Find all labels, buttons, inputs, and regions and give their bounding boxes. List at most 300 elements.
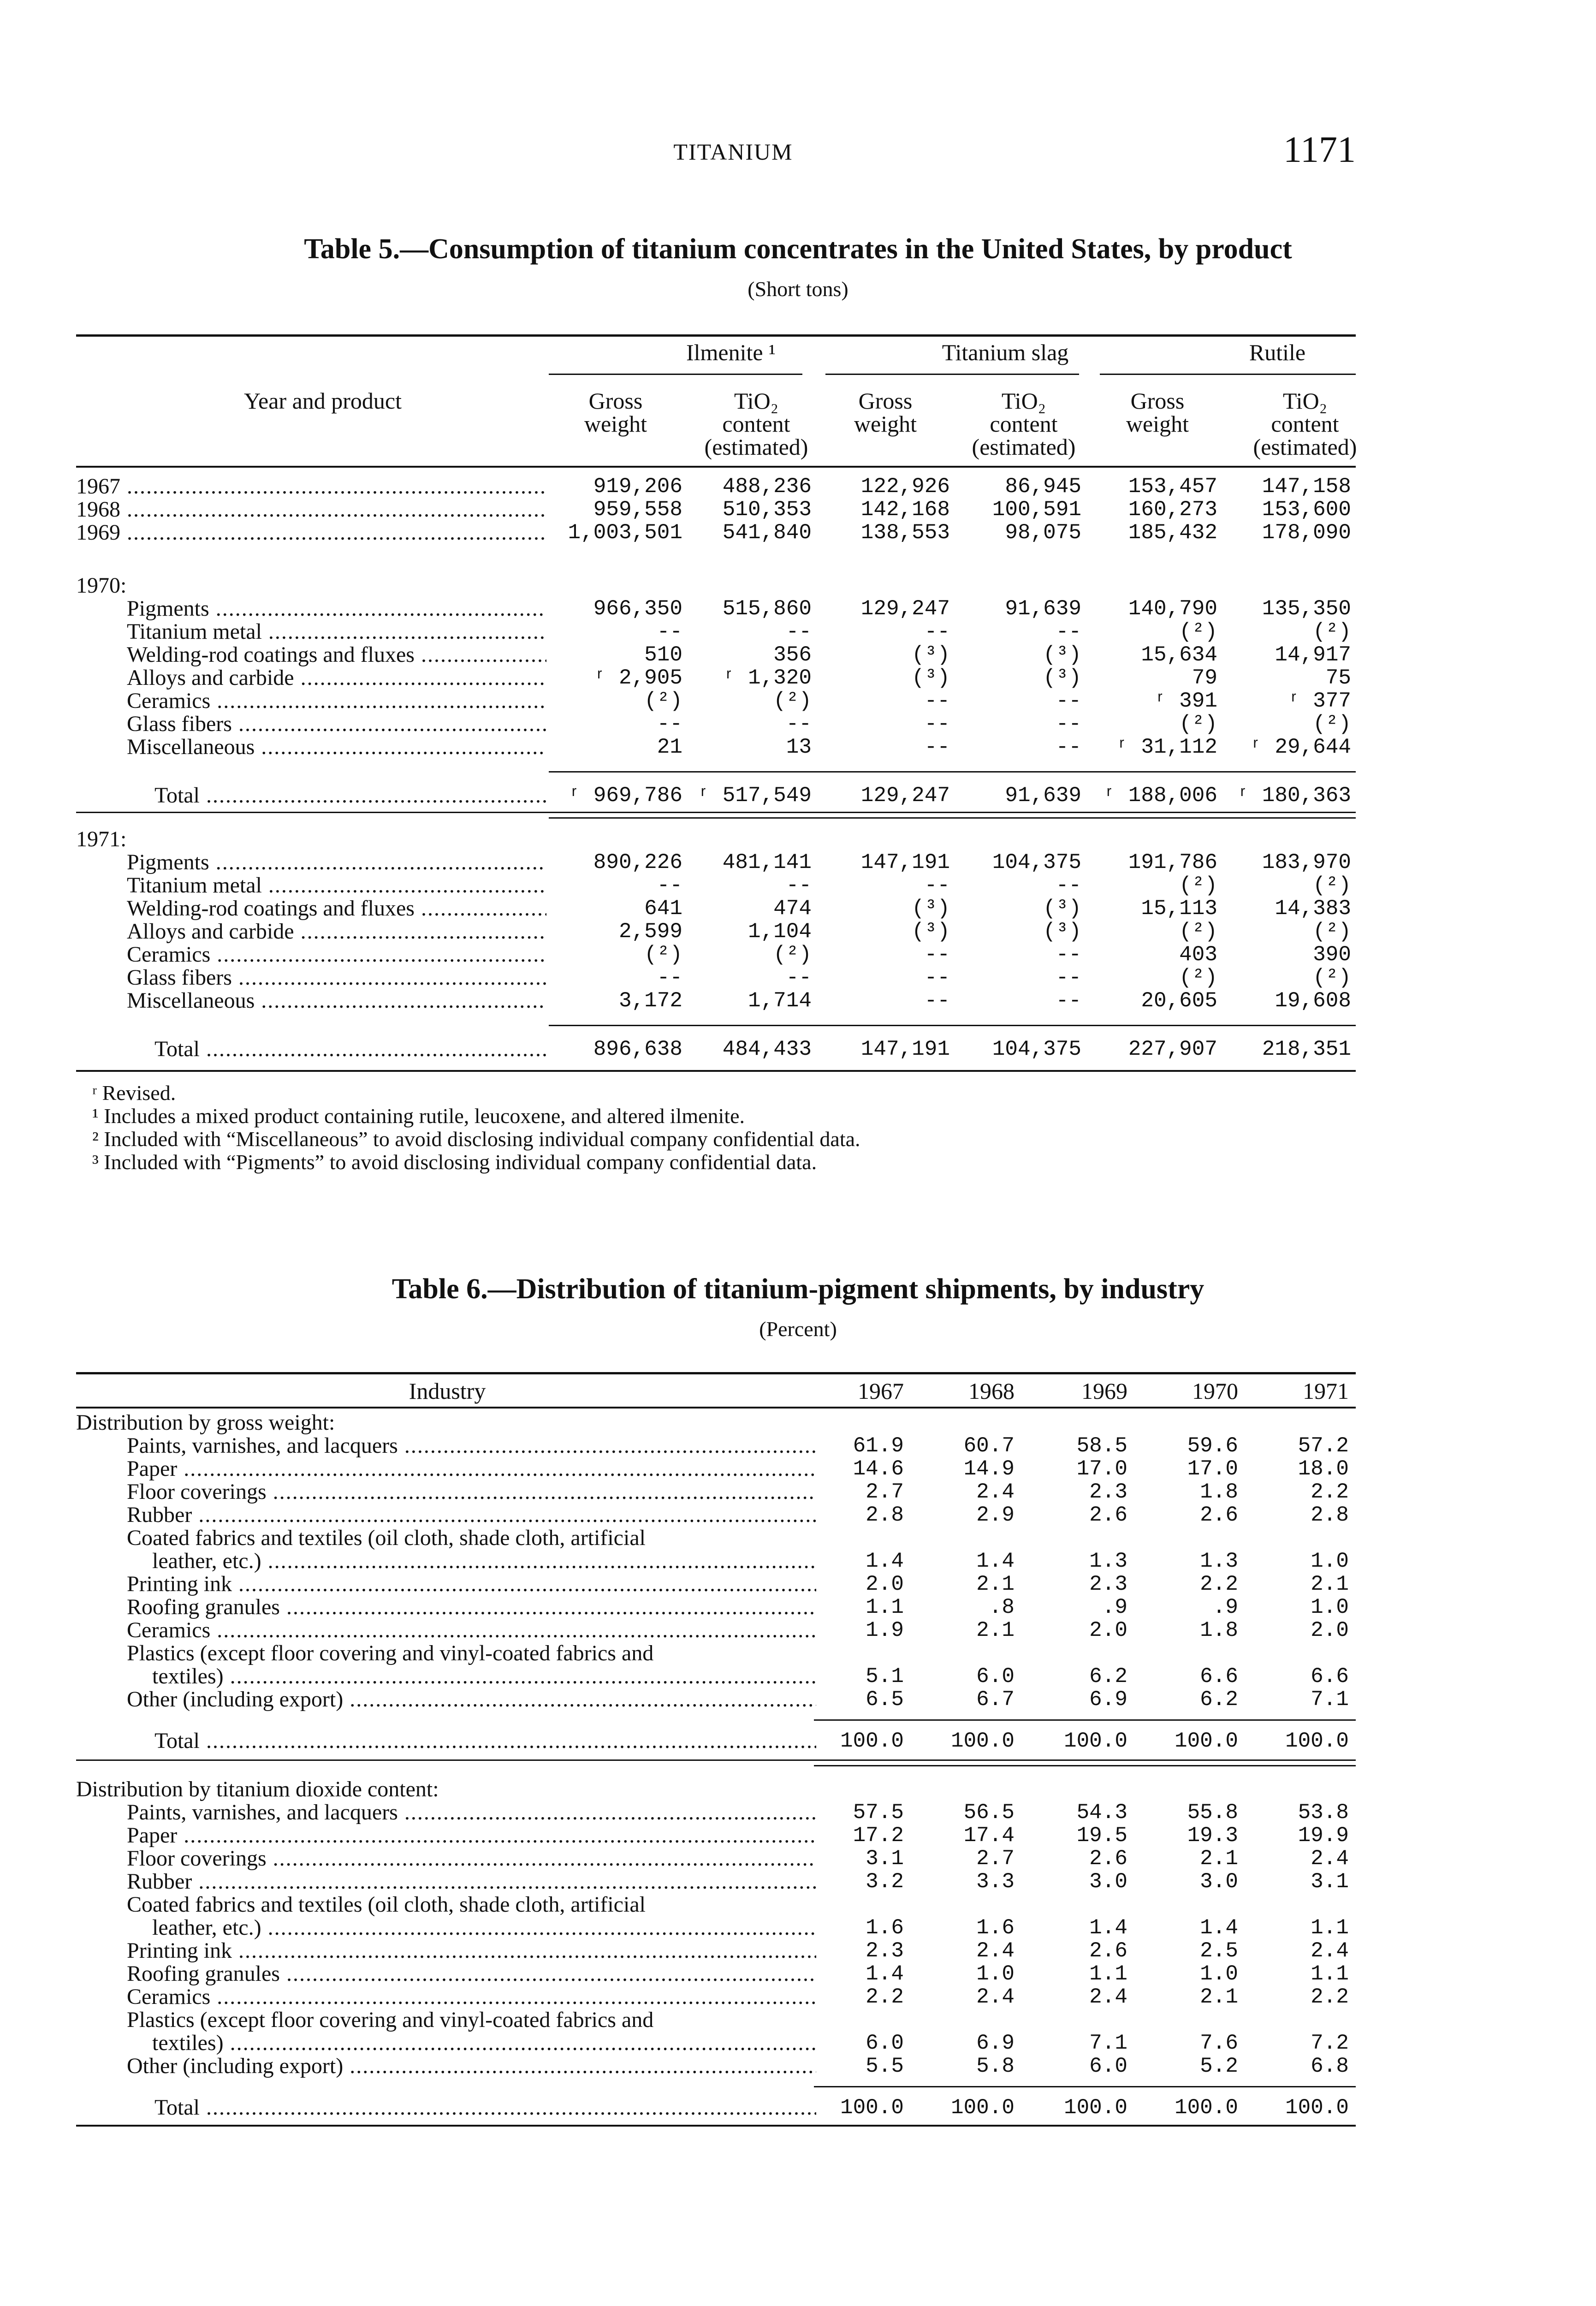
table5-cell: 147,191 <box>860 850 950 874</box>
table6-cell: 2.1 <box>976 1572 1015 1596</box>
table5-cell: ʳ 517,549 <box>697 784 812 808</box>
table5-cell: -- <box>924 966 950 990</box>
table6-cell: 2.6 <box>1089 1847 1127 1871</box>
table5-col-header: (estimated) <box>972 434 1076 460</box>
table6-cell: .8 <box>989 1595 1015 1619</box>
table6-cell: 2.5 <box>1200 1939 1238 1963</box>
table5-cell: 356 <box>773 643 812 667</box>
table5-cell: 2,599 <box>618 920 682 944</box>
table5-cell: -- <box>1056 620 1081 644</box>
table5-cell: ʳ 29,644 <box>1249 735 1351 759</box>
table5-cell: 129,247 <box>860 597 950 621</box>
table6-cell: 2.1 <box>1311 1572 1349 1596</box>
table6-cell: 1.4 <box>1089 1916 1127 1940</box>
table6-cell: 2.0 <box>866 1572 904 1596</box>
running-title: TITANIUM <box>673 139 793 165</box>
table6-row-label: Paints, varnishes, and lacquers ..... <box>127 1434 816 1457</box>
table5-cell: -- <box>786 620 812 644</box>
table6-cell: 2.4 <box>976 1480 1015 1504</box>
table5-cell: -- <box>1056 689 1081 713</box>
table6-cell: 2.0 <box>1311 1618 1349 1642</box>
table5-cell: -- <box>1056 712 1081 736</box>
table6-section-heading: Distribution by titanium dioxide content: <box>76 1778 439 1801</box>
table6-cell: 2.4 <box>976 1985 1015 2009</box>
table5-total-label: Total ..... <box>154 1038 546 1061</box>
table6-cell: 54.3 <box>1076 1801 1127 1825</box>
table5-cell: (³) <box>1043 897 1081 921</box>
table5-cell: 484,433 <box>722 1037 812 1061</box>
table5-cell: 91,639 <box>1005 784 1081 808</box>
table6-cell: 17.4 <box>963 1824 1015 1848</box>
table5-col-header: weight <box>1126 411 1189 437</box>
table6-row-label: Ceramics ..... <box>127 1985 816 2009</box>
table5-footnote: ³ Included with “Pigments” to avoid disclosing individual company confidential data. <box>92 1150 817 1174</box>
table6-cell: 14.9 <box>963 1457 1015 1481</box>
table6-stub-header: Industry <box>409 1378 486 1404</box>
table5-product-label: Glass fibers ..... <box>127 966 546 989</box>
table6-cell: 2.8 <box>866 1503 904 1527</box>
table6-cell: 2.6 <box>1089 1939 1127 1963</box>
table6-cell: 1.0 <box>1200 1962 1238 1986</box>
table6-cell: 1.0 <box>1311 1595 1349 1619</box>
table5-col-header: weight <box>854 411 917 437</box>
table6-cell: 6.0 <box>866 2031 904 2055</box>
table5-cell: 218,351 <box>1262 1037 1351 1061</box>
table6-cell: 100.0 <box>840 1729 904 1753</box>
table6-year-header: 1967 <box>858 1378 904 1404</box>
table5-cell: 100,591 <box>992 498 1081 522</box>
table6-cell: 2.6 <box>1089 1503 1127 1527</box>
table6-cell: 3.2 <box>866 1870 904 1894</box>
table5-product-label: Ceramics ..... <box>127 943 546 966</box>
table6-cell: 7.1 <box>1089 2031 1127 2055</box>
table5-cell: 959,558 <box>593 498 682 522</box>
table5-footnote: ʳ Revised. <box>92 1081 176 1105</box>
table5-unit: (Short tons) <box>748 277 848 301</box>
table5-cell: (³) <box>912 920 950 944</box>
table5-col-header: (estimated) <box>1253 434 1357 460</box>
table6-cell: 2.3 <box>1089 1572 1127 1596</box>
table5-section-rule <box>76 812 1356 813</box>
table6-cell: 100.0 <box>950 2096 1015 2120</box>
table6-cell: 6.8 <box>1311 2054 1349 2078</box>
table6-row-label: leather, etc.) ..... <box>152 1550 816 1573</box>
table5-cell: (³) <box>912 643 950 667</box>
table5-group-header: Titanium slag <box>942 339 1069 365</box>
table6-cell: 17.2 <box>853 1824 904 1848</box>
table6-cell: 6.6 <box>1200 1664 1238 1688</box>
table5-footnote: ² Included with “Miscellaneous” to avoid disclosing individual company confidential data. <box>92 1127 860 1151</box>
table6-cell: 59.6 <box>1187 1434 1238 1458</box>
table5-cell: 20,605 <box>1141 989 1217 1013</box>
table5-cell: 129,247 <box>860 784 950 808</box>
table5-total-label: Total ..... <box>154 784 546 807</box>
table6-row-label: Ceramics ..... <box>127 1619 816 1642</box>
table6-cell: 2.4 <box>1089 1985 1127 2009</box>
table6-row-label: textiles) ..... <box>152 1665 816 1688</box>
table6-cell: 60.7 <box>963 1434 1015 1458</box>
table5-col-header: weight <box>584 411 647 437</box>
table6-cell: 1.4 <box>1200 1916 1238 1940</box>
table6-total-label: Total ..... <box>154 2096 816 2119</box>
table5-cell: -- <box>924 735 950 759</box>
table5-cell: 515,860 <box>722 597 812 621</box>
table5-cell: 541,840 <box>722 521 812 545</box>
table6-cell: 1.0 <box>976 1962 1015 1986</box>
table6-cell: 1.4 <box>866 1549 904 1573</box>
table6-cell: 53.8 <box>1298 1801 1349 1825</box>
table6-cell: 1.3 <box>1200 1549 1238 1573</box>
table6-row-label: Roofing granules ..... <box>127 1962 816 1985</box>
table6-cell: .9 <box>1102 1595 1127 1619</box>
table6-cell: 17.0 <box>1187 1457 1238 1481</box>
table5-cell: 98,075 <box>1005 521 1081 545</box>
table6-cell: 1.3 <box>1089 1549 1127 1573</box>
table6-cell: 1.6 <box>866 1916 904 1940</box>
table5-footnote: ¹ Includes a mixed product containing rutile, leucoxene, and altered ilmenite. <box>92 1104 745 1128</box>
table6-header-rule <box>76 1407 1356 1409</box>
table5-cell: (³) <box>1043 666 1081 690</box>
table6-cell: 2.1 <box>1200 1985 1238 2009</box>
table6-cell: 17.0 <box>1076 1457 1127 1481</box>
table5-cell: 142,168 <box>860 498 950 522</box>
table5-cell: 104,375 <box>992 1037 1081 1061</box>
table6-cell: 2.4 <box>1311 1847 1349 1871</box>
table6-cell: 3.0 <box>1089 1870 1127 1894</box>
page-number: 1171 <box>1283 130 1356 170</box>
table5-cell: (²) <box>773 943 812 967</box>
table5-total-rule <box>549 771 1356 773</box>
table5-cell: 15,113 <box>1141 897 1217 921</box>
table5-cell: 919,206 <box>593 475 682 499</box>
table6-cell: 100.0 <box>950 1729 1015 1753</box>
table6-cell: 55.8 <box>1187 1801 1238 1825</box>
table6-cell: 100.0 <box>1285 1729 1349 1753</box>
table5-header-rule <box>76 466 1356 468</box>
table6-row-label: Rubber ..... <box>127 1504 816 1527</box>
table6-row-label-line1: Plastics (except floor covering and vinyl-coated fabrics and <box>127 1642 654 1665</box>
table5-cell: (³) <box>912 897 950 921</box>
table6-top-rule <box>76 1372 1356 1374</box>
table5-cell: 896,638 <box>593 1037 682 1061</box>
table5-cell: 390 <box>1313 943 1351 967</box>
table5-cell: 481,141 <box>722 850 812 874</box>
table5-group-rule <box>825 374 1079 375</box>
table5-cell: -- <box>786 712 812 736</box>
table5-cell: 14,917 <box>1275 643 1351 667</box>
table5-cell: 91,639 <box>1005 597 1081 621</box>
table5-cell: -- <box>924 989 950 1013</box>
table5-cell: 14,383 <box>1275 897 1351 921</box>
table5-col-header: Gross <box>1130 388 1185 414</box>
table5-product-label: Pigments ..... <box>127 851 546 874</box>
table6-cell: 1.1 <box>1311 1962 1349 1986</box>
table5-col-header: Gross <box>588 388 643 414</box>
table6-cell: 100.0 <box>1063 1729 1127 1753</box>
table6-cell: 58.5 <box>1076 1434 1127 1458</box>
table6-cell: 6.6 <box>1311 1664 1349 1688</box>
table5-col-header: content <box>1271 411 1339 437</box>
table5-cell: (²) <box>1313 874 1351 897</box>
table5-cell: (²) <box>1179 920 1217 944</box>
table5-cell: 191,786 <box>1128 850 1217 874</box>
table6-cell: 2.3 <box>866 1939 904 1963</box>
table6-cell: 2.4 <box>976 1939 1015 1963</box>
table5-cell: 510,353 <box>722 498 812 522</box>
table6-cell: 1.0 <box>1311 1549 1349 1573</box>
table5-cell: ʳ 1,320 <box>722 666 812 690</box>
table5-cell: 1,714 <box>748 989 812 1013</box>
table6-cell: 2.3 <box>1089 1480 1127 1504</box>
table5-group-header: Rutile <box>1249 339 1306 365</box>
table5-cell: -- <box>1056 874 1081 897</box>
table6-year-header: 1971 <box>1303 1378 1349 1404</box>
table5-title: Table 5.—Consumption of titanium concentrates in the United States, by product <box>304 233 1292 265</box>
table5-cell: 153,600 <box>1262 498 1351 522</box>
table5-cell: 488,236 <box>722 475 812 499</box>
table6-section-rule <box>76 1759 1356 1761</box>
table6-row-label: Roofing granules ..... <box>127 1596 816 1619</box>
table6-cell: 6.5 <box>866 1688 904 1712</box>
table5-cell: -- <box>924 620 950 644</box>
table5-product-label: Titanium metal ..... <box>127 620 546 643</box>
table6-cell: 6.0 <box>1089 2054 1127 2078</box>
table5-cell: ʳ 377 <box>1287 689 1351 713</box>
table6-section-heading: Distribution by gross weight: <box>76 1411 335 1434</box>
table6-year-header: 1968 <box>968 1378 1015 1404</box>
table5-cell: 15,634 <box>1141 643 1217 667</box>
table6-cell: 1.1 <box>866 1595 904 1619</box>
table6-cell: 14.6 <box>853 1457 904 1481</box>
table5-product-label: Miscellaneous ..... <box>127 736 546 759</box>
table5-cell: ʳ 188,006 <box>1103 784 1217 808</box>
table6-cell: 2.2 <box>1200 1572 1238 1596</box>
table5-cell: (²) <box>773 689 812 713</box>
table5-cell: -- <box>657 712 682 736</box>
table5-col-header: (estimated) <box>704 434 808 460</box>
table6-cell: 2.1 <box>976 1618 1015 1642</box>
table5-product-label: Titanium metal ..... <box>127 874 546 897</box>
table5-cell: ʳ 180,363 <box>1236 784 1351 808</box>
table5-cell: 75 <box>1325 666 1351 690</box>
table6-cell: 2.7 <box>866 1480 904 1504</box>
table6-cell: 1.1 <box>1311 1916 1349 1940</box>
table6-cell: 7.1 <box>1311 1688 1349 1712</box>
table5-group-header: Ilmenite ¹ <box>686 339 776 365</box>
table5-cell: -- <box>657 966 682 990</box>
table6-cell: 100.0 <box>1285 2096 1349 2120</box>
table6-row-label: Floor coverings ..... <box>127 1480 816 1504</box>
table5-cell: 966,350 <box>593 597 682 621</box>
table6-row-label: Printing ink ..... <box>127 1939 816 1962</box>
table5-col-header: content <box>722 411 790 437</box>
table5-cell: 86,945 <box>1005 475 1081 499</box>
table6-cell: 2.4 <box>1311 1939 1349 1963</box>
table5-cell: -- <box>786 966 812 990</box>
table5-col-header: TiO₂ <box>1001 388 1046 414</box>
table6-cell: 2.7 <box>976 1847 1015 1871</box>
table5-cell: (²) <box>1179 620 1217 644</box>
table5-cell: -- <box>657 620 682 644</box>
table5-cell: 403 <box>1179 943 1217 967</box>
table5-product-label: Glass fibers ..... <box>127 713 546 736</box>
table6-year-header: 1970 <box>1192 1378 1238 1404</box>
table6-total-rule <box>814 1719 1356 1721</box>
table6-cell: 1.9 <box>866 1618 904 1642</box>
table5-cell: -- <box>657 874 682 897</box>
table6-cell: 18.0 <box>1298 1457 1349 1481</box>
table5-cell: 178,090 <box>1262 521 1351 545</box>
table5-cell: (³) <box>1043 920 1081 944</box>
table6-cell: 2.8 <box>1311 1503 1349 1527</box>
table6-cell: 19.5 <box>1076 1824 1127 1848</box>
table6-cell: 2.0 <box>1089 1618 1127 1642</box>
table5-cell: 183,970 <box>1262 850 1351 874</box>
table5-cell: 21 <box>657 735 682 759</box>
table6-row-label: Paints, varnishes, and lacquers ..... <box>127 1801 816 1824</box>
table6-cell: 1.1 <box>1089 1962 1127 1986</box>
table5-total-rule <box>549 1025 1356 1026</box>
table5-cell: 138,553 <box>860 521 950 545</box>
table5-cell: (³) <box>912 666 950 690</box>
table5-cell: 3,172 <box>618 989 682 1013</box>
table5-bottom-rule <box>76 1070 1356 1072</box>
table5-group-rule <box>1100 374 1356 375</box>
table5-year-label: 1969 ..... <box>76 521 546 544</box>
table5-cell: -- <box>1056 966 1081 990</box>
table5-cell: -- <box>786 874 812 897</box>
table6-row-label: leather, etc.) ..... <box>152 1916 816 1939</box>
table5-cell: 79 <box>1192 666 1217 690</box>
table6-row-label: textiles) ..... <box>152 2032 816 2055</box>
table5-product-label: Welding-rod coatings and fluxes ..... <box>127 897 546 920</box>
table6-cell: 6.7 <box>976 1688 1015 1712</box>
table5-cell: (²) <box>1313 920 1351 944</box>
table5-cell: -- <box>924 689 950 713</box>
table6-year-header: 1969 <box>1081 1378 1127 1404</box>
table5-cell: 147,158 <box>1262 475 1351 499</box>
table5-col-header: Gross <box>858 388 913 414</box>
table5-cell: 122,926 <box>860 475 950 499</box>
table5-cell: ʳ 31,112 <box>1115 735 1217 759</box>
table6-title: Table 6.—Distribution of titanium-pigment shipments, by industry <box>392 1273 1204 1305</box>
table6-cell: 100.0 <box>840 2096 904 2120</box>
table6-cell: 61.9 <box>853 1434 904 1458</box>
table5-cell: ʳ 391 <box>1153 689 1217 713</box>
table5-stub-header: Year and product <box>243 388 402 414</box>
table6-cell: 6.0 <box>976 1664 1015 1688</box>
table5-group-rule <box>549 374 802 375</box>
table6-cell: 7.2 <box>1311 2031 1349 2055</box>
table6-cell: 5.1 <box>866 1664 904 1688</box>
table6-cell: 3.1 <box>866 1847 904 1871</box>
table5-year-label: 1967 ..... <box>76 475 546 498</box>
table5-cell: 641 <box>644 897 682 921</box>
table5-cell: 160,273 <box>1128 498 1217 522</box>
table5-product-label: Ceramics ..... <box>127 689 546 713</box>
table6-cell: 2.1 <box>1200 1847 1238 1871</box>
table6-row-label-line1: Coated fabrics and textiles (oil cloth, shade cloth, artificial <box>127 1893 646 1916</box>
table5-cell: 147,191 <box>860 1037 950 1061</box>
table5-cell: 510 <box>644 643 682 667</box>
table6-cell: 1.8 <box>1200 1480 1238 1504</box>
table6-section-rule <box>814 1765 1356 1766</box>
table5-cell: (²) <box>644 943 682 967</box>
table5-cell: (²) <box>1313 712 1351 736</box>
table6-row-label-line1: Plastics (except floor covering and vinyl-coated fabrics and <box>127 2009 654 2032</box>
table5-cell: (²) <box>1179 712 1217 736</box>
table5-cell: 890,226 <box>593 850 682 874</box>
table5-cell: 153,457 <box>1128 475 1217 499</box>
table5-section-label: 1970: <box>76 574 127 597</box>
table6-cell: 2.2 <box>1311 1985 1349 2009</box>
table5-product-label: Pigments ..... <box>127 597 546 620</box>
table6-cell: 100.0 <box>1063 2096 1127 2120</box>
table5-product-label: Welding-rod coatings and fluxes ..... <box>127 643 546 666</box>
table6-cell: 2.2 <box>866 1985 904 2009</box>
table6-unit: (Percent) <box>759 1317 837 1341</box>
table5-year-label: 1968 ..... <box>76 498 546 521</box>
table5-col-header: TiO₂ <box>734 388 779 414</box>
table5-product-label: Alloys and carbide ..... <box>127 920 546 943</box>
table5-cell: 1,003,501 <box>568 521 682 545</box>
table5-cell: 185,432 <box>1128 521 1217 545</box>
table6-cell: 6.2 <box>1200 1688 1238 1712</box>
table5-top-rule <box>76 334 1356 337</box>
table6-row-label: Paper ..... <box>127 1457 816 1480</box>
table6-cell: 6.2 <box>1089 1664 1127 1688</box>
table5-cell: 13 <box>786 735 812 759</box>
table5-cell: 227,907 <box>1128 1037 1217 1061</box>
table6-cell: 5.2 <box>1200 2054 1238 2078</box>
table5-cell: 474 <box>773 897 812 921</box>
table6-cell: 5.8 <box>976 2054 1015 2078</box>
table5-cell: -- <box>924 943 950 967</box>
table5-cell: -- <box>1056 943 1081 967</box>
table5-cell: (²) <box>1179 874 1217 897</box>
table5-section-rule <box>549 817 1356 819</box>
table5-section-label: 1971: <box>76 828 127 851</box>
table6-total-rule <box>814 2086 1356 2087</box>
table6-cell: 56.5 <box>963 1801 1015 1825</box>
table5-cell: 104,375 <box>992 850 1081 874</box>
table5-col-header: content <box>990 411 1058 437</box>
table5-cell: (²) <box>1179 966 1217 990</box>
table5-cell: 1,104 <box>748 920 812 944</box>
table5-product-label: Miscellaneous ..... <box>127 989 546 1012</box>
table6-cell: 19.3 <box>1187 1824 1238 1848</box>
table6-cell: 1.4 <box>866 1962 904 1986</box>
table6-row-label: Paper ..... <box>127 1824 816 1847</box>
table6-cell: 2.2 <box>1311 1480 1349 1504</box>
table5-cell: -- <box>1056 735 1081 759</box>
table5-cell: (²) <box>644 689 682 713</box>
table5-cell: -- <box>924 874 950 897</box>
table6-cell: 57.5 <box>853 1801 904 1825</box>
table6-cell: 19.9 <box>1298 1824 1349 1848</box>
table5-cell: -- <box>1056 989 1081 1013</box>
table6-cell: 3.1 <box>1311 1870 1349 1894</box>
table6-cell: 57.2 <box>1298 1434 1349 1458</box>
table5-cell: -- <box>924 712 950 736</box>
table6-cell: 5.5 <box>866 2054 904 2078</box>
table5-cell: (³) <box>1043 643 1081 667</box>
table6-cell: 3.3 <box>976 1870 1015 1894</box>
table6-cell: 1.4 <box>976 1549 1015 1573</box>
table6-bottom-rule <box>76 2125 1356 2127</box>
table6-row-label: Floor coverings ..... <box>127 1847 816 1870</box>
table6-cell: 100.0 <box>1174 1729 1238 1753</box>
